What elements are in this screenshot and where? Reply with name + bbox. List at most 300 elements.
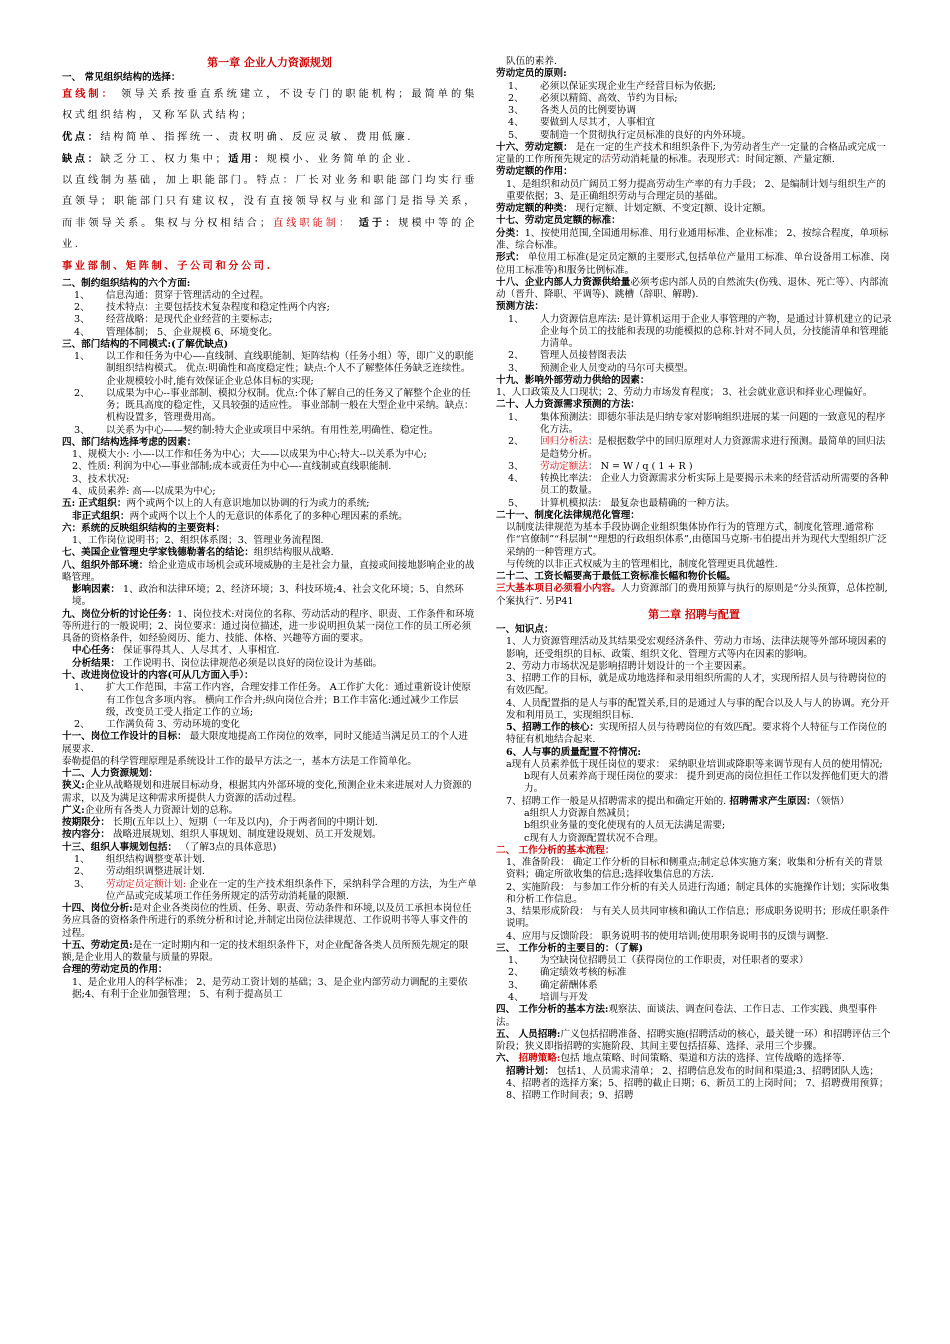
- bold-label: 劳动定额的种类：: [496, 203, 573, 215]
- text-run: 经营战略：是现代企业经营的主要标志;: [106, 314, 273, 326]
- bold-label: 十八、企业内部人力资源供给量: [496, 276, 631, 288]
- list-item: [496, 93, 892, 105]
- highlight-label: 招聘策略:: [518, 1053, 561, 1065]
- paragraph: [62, 609, 477, 646]
- list-text: [540, 105, 892, 117]
- list-number: 3、: [74, 878, 90, 890]
- list-text: [540, 461, 892, 473]
- list-item: [496, 350, 892, 362]
- text-run: 培训与开发: [540, 992, 588, 1003]
- text-run: 劳动定员的原则:: [496, 68, 567, 80]
- list-number: 1、: [508, 955, 524, 967]
- paragraph: [62, 977, 477, 1002]
- text-run: 长期(五年以上）、短期（一年及以内)，介于两者间的中期计划.: [109, 817, 378, 829]
- paragraph: [496, 1004, 892, 1029]
- text-run: b组织业务量的变化使现有的人员无法满足需要;: [524, 820, 726, 832]
- paragraph: [62, 171, 477, 256]
- section-heading: [496, 215, 892, 227]
- bold-label: 6、人与事的质量配置不符情况:: [506, 746, 641, 758]
- list-number: 1、: [74, 682, 90, 694]
- paragraph: [62, 84, 477, 127]
- text-run: 二、制约组织结构的六个方面:: [62, 277, 191, 289]
- bold-label: 狭义:: [62, 780, 85, 792]
- list-number: 3、: [508, 362, 524, 374]
- list-text: [106, 314, 477, 326]
- list-text: [540, 93, 892, 105]
- list-item: [62, 314, 477, 326]
- list-item: [496, 81, 892, 93]
- paragraph: [62, 461, 477, 473]
- list-item: [62, 290, 477, 302]
- list-number: 2、: [508, 436, 524, 448]
- text-run: 1、人口政策及人口现状；2、劳动力市场发育程度； 3、社会就业意识和择业心理偏好。: [496, 387, 873, 399]
- paragraph: [496, 56, 892, 68]
- text-run: 观察法、面谈法、调查问卷法、工作日志、工作实践、典型事件法。: [496, 1004, 878, 1028]
- paragraph: [496, 387, 892, 399]
- text-run: 六：系统的反映组织结构的主要资料：: [62, 522, 226, 534]
- section-heading: [496, 943, 892, 955]
- section-heading: [62, 670, 477, 682]
- text-run: 缺乏分工、权力集中；: [100, 154, 229, 166]
- list-item: [496, 955, 892, 967]
- bold-label: 形式：: [496, 252, 525, 264]
- list-item: [496, 105, 892, 117]
- text-run: 1、是组织和动员广阔员工努力提高劳动生产率的有力手段； 2、是编制计划与组织生产的重要依据；3、是正确组织劳动与合理定员的基础。: [506, 178, 886, 202]
- bold-label: 招聘计划：: [506, 1065, 554, 1077]
- bold-label: 五: 正式组织：: [62, 498, 127, 510]
- list-item: [496, 363, 892, 375]
- list-text: [106, 388, 477, 425]
- text-run: a现有人员素养低于现任岗位的要求： 采纳职业培训或降职等来调节现有人员的使用情况;: [506, 758, 883, 770]
- bold-label: 八、组织外部环境：: [62, 559, 149, 571]
- text-run: 3、结果形成阶段： 与有关人员共同审核和确认工作信息；形成职务说明书；形成任职条件说明。: [506, 906, 890, 930]
- text-run: 二十、人力资源需求预测的方法：: [496, 399, 640, 411]
- highlight-heading: 事业部制、矩阵制、子公司和分公司.: [62, 259, 273, 272]
- text-run: 规模小、业务简单的企业.: [266, 154, 414, 166]
- bold-label: 招聘需求产生原因：: [726, 795, 816, 807]
- list-number: 3、: [74, 314, 90, 326]
- paragraph: [496, 142, 892, 167]
- text-run: 各类人员的比例要协调: [540, 105, 636, 117]
- highlight-text: 回归分析法: [540, 436, 588, 448]
- paragraph: [496, 882, 892, 907]
- paragraph: [62, 817, 477, 829]
- list-number: 1、: [74, 351, 90, 363]
- bold-label: 缺点：: [62, 153, 101, 166]
- text-run: 1、工作岗位说明书；2、组织体系图；3、管理业务流程图.: [72, 535, 324, 547]
- bold-label: 十六、劳动定额：: [496, 141, 573, 153]
- paragraph: [62, 149, 477, 171]
- section-heading: [62, 278, 477, 290]
- text-run: 最大限度地提高工作岗位的效率，同时又能适当满足员工的个人进展要求.: [62, 731, 468, 755]
- paragraph: [62, 547, 477, 559]
- text-run: 2、劳动力市场状况是影响招聘计划设计的一个主要因素。: [506, 660, 752, 672]
- text-run: 一、 常见组织结构的选择：: [62, 72, 181, 84]
- paragraph: [62, 474, 477, 486]
- text-run: 以工作和任务为中心—-直线制、直线职能制、矩阵结构（任务小组）等，即广义的职能制组织结构模式。 优点:明确性和高度稳定性；缺点:个人不了解整体任务缺乏连续性。企业规模较小时,能有效保证企业总体目标的实现;: [106, 351, 474, 387]
- text-run: 以直线制为基础，加上职能部门。特点：厂长对业务和职能部门均实行垂直领导；职能部门只有建议权，没有直接领导权与业和部门是指导关系，而非领导关系。集权与分权相结合；: [62, 174, 477, 229]
- text-run: 合理的劳动定员的作用：: [62, 964, 168, 976]
- text-run: 包括1、人员需求清单； 2、招聘信息发布的时间和渠道;3、招聘团队人选； 4、招聘者的选择方案；5、招聘的截止日期；6、新员工的上岗时间； 7、招聘费用预算； 8、招聘工作时间表；9、招聘: [506, 1065, 889, 1102]
- text-run: 1、人力资源管理活动及其结果受宏观经济条件、劳动力市场、法律法规等外部环境因素的影响，还受组织的目标、政策、组织文化、管理方式等内在因素的影响。: [506, 636, 887, 660]
- paragraph: [62, 829, 477, 841]
- highlight-label: 直线制：: [62, 88, 115, 101]
- list-item: [496, 412, 892, 437]
- text-run: 信息沟通：贯穿于管理活动的全过程。: [106, 289, 270, 301]
- list-item: [496, 117, 892, 129]
- list-text: [540, 992, 892, 1004]
- section-heading: [62, 523, 477, 535]
- text-run: 计算机模拟法： 最复杂也最精确的一种方法。: [540, 497, 735, 509]
- list-item: [496, 992, 892, 1004]
- left-column: [62, 56, 477, 1001]
- highlight-label: 三大基本项目必须看小内容。: [496, 583, 621, 595]
- bold-label: 适用：: [228, 153, 267, 166]
- text-run: 必须以精简、高效、节约为目标;: [540, 92, 678, 104]
- list-number: 4、: [74, 326, 90, 338]
- section-heading: [496, 510, 892, 522]
- paragraph: [496, 906, 892, 931]
- text-run: 1、政治和法律环境；2、经济环境；3、科技环境;4、社会文化环境；5、自然环境。: [72, 584, 464, 608]
- text-run: 现行定额、计划定额、不变定[额、设计定额。: [572, 203, 772, 215]
- paragraph: [62, 903, 477, 940]
- list-text: [106, 290, 477, 302]
- paragraph: [496, 583, 892, 608]
- paragraph: [496, 559, 892, 571]
- highlight-heading: 二、 工作分析的基本流程：: [496, 844, 615, 856]
- paragraph: [62, 658, 477, 670]
- text-run: 4、人员配置指的是人与事的配置关系,目的是通过人与事的配合以及人与人的协调。充分开发和利用员工，实现组织目标.: [506, 697, 890, 721]
- text-run: 工作说明书、岗位法律规范必须是以良好的岗位设计为基础。: [119, 657, 383, 669]
- list-number: 1、: [508, 313, 524, 325]
- list-text: [540, 955, 892, 967]
- text-run: 是对企业各类岗位的性质、任务、职责、劳动条件和环境,以及员工承担本岗位任务应具备的资格条件所进行的系统分析和讨论,并制定出岗位法律规范、工作说明书等人事文件的过程。: [62, 903, 472, 939]
- bold-label: 分类：: [496, 227, 525, 239]
- paragraph: [62, 731, 477, 756]
- text-run: 4、应用与反馈阶段： 职务说明书的使用培训;使用职务说明书的反馈与调整.: [506, 930, 829, 942]
- list-item: [496, 461, 892, 473]
- text-run: 泰勒提倡的科学管理原理是系统设计工作的最早方法之一，基本方法是工作简单化。: [62, 755, 417, 767]
- list-number: 2、: [508, 967, 524, 979]
- paragraph: [62, 511, 477, 523]
- paragraph: [496, 636, 892, 661]
- text-run: 企业所有各类人力资源计划的总称。: [84, 804, 239, 816]
- list-item: [62, 388, 477, 425]
- section-heading: [496, 375, 892, 387]
- text-run: 1、按使用范围,全国通用标准、用行业通用标准、企业标准； 2、按综合程度，单项标准、综合标准。: [496, 227, 889, 251]
- list-number: 5、: [508, 129, 524, 141]
- list-number: 4、: [508, 117, 524, 129]
- text-run: 十二、人力资源规划：: [62, 768, 158, 780]
- text-run: 1、规模大小: 小—-以工作和任务为中心；大——以成果为中心;特大--以关系为中心;: [72, 449, 427, 461]
- text-run: 组织结构调整变革计划.: [106, 853, 205, 865]
- list-number: 2、: [74, 387, 90, 399]
- text-run: 是在一定时期内和一定的技术组织条件下，对企业配备各类人员所预先规定的限额,是企业用人的数量与质量的界限。: [62, 939, 469, 964]
- text-run: 技术特点：主要包括技术复杂程度和稳定性两个内容;: [106, 302, 330, 314]
- text-run: 与传统的以非正式权威为主的管理相比，制度化管理更具优越性.: [506, 558, 778, 570]
- text-run: 管理人员接替图表法: [540, 350, 627, 362]
- bold-label: 十五、劳动定员:: [62, 939, 133, 951]
- list-text: [106, 302, 477, 314]
- text-run: 1、准备阶段： 确定工作分析的目标和侧重点;制定总体实施方案；收集和分析有关的背景资料；确定所欲收集的信息;选择收集信息的方法.: [506, 857, 883, 881]
- paragraph: [62, 486, 477, 498]
- section-heading: [62, 768, 477, 780]
- paragraph: [496, 771, 892, 796]
- text-run: 三、部门结构的不同模式:(了解优缺点): [62, 338, 229, 350]
- text-run: 转换比率法： 企业人力资源需求分析实际上是要揭示未来的经营活动所需要的各种员工的数量。: [540, 473, 889, 497]
- text-run: 以制度法律规范为基本手段协调企业组织集体协作行为的管理方式，制度化管理.通常称作“官僚制”“科层制”“理想的行政组织体系”,由德国马克斯·韦伯提出并为现代大型组织广泛采纳的一种管理方式。: [506, 522, 887, 558]
- list-item: [496, 967, 892, 979]
- bold-label: 五、 人员招聘:: [496, 1028, 561, 1040]
- list-item: [62, 351, 477, 388]
- text-run: 预测企业人员变动的马尔可夫模型。: [540, 362, 694, 374]
- text-run: 确定绩效考核的标准: [540, 967, 627, 979]
- paragraph: [496, 203, 892, 215]
- section-heading: [496, 571, 892, 583]
- list-item: [62, 682, 477, 719]
- text-run: 2、实施阶段： 与参加工作分析的有关人员进行沟通；制定具体的实施操作计划；实际收集和分析工作信息。: [506, 881, 890, 905]
- list-number: 2、: [74, 866, 90, 878]
- list-item: [62, 879, 477, 904]
- text-run: 给企业造成市场机会或环境威胁的主是社会力量，直接或间接地影响企业的战略管理。: [62, 559, 475, 583]
- bold-label: 十三、组织人事规划包括：: [62, 841, 178, 853]
- list-text: [540, 363, 892, 375]
- text-run: 3、招聘工作的目标，就是成功地选择和录用组织所需的人才，实现所招人员与待聘岗位的有效匹配。: [506, 673, 887, 697]
- paragraph: [496, 820, 892, 832]
- list-item: [496, 130, 892, 142]
- text-run: 1、是企业用人的科学标准； 2、是劳动工资计划的基础；3、是企业内部劳动力调配的主要依据;4、有利于企业加强管理； 5、有利于提高员工: [72, 976, 468, 1000]
- list-text: [106, 854, 477, 866]
- paragraph: [496, 759, 892, 771]
- text-run: 一、知识点：: [496, 624, 554, 636]
- section-heading: [496, 68, 892, 80]
- text-run: ： N = W / q ( 1 + R ): [587, 460, 693, 472]
- text-run: 要制造一个贯彻执行定员标准的良好的内外环境。: [540, 129, 752, 141]
- text-run: 二十一、制度化法律规范化管理：: [496, 509, 640, 521]
- text-run: 组织结构服从战略.: [253, 547, 334, 559]
- text-run: 二十二、工资长幅要高于最低工资标准长幅和物价长幅。: [496, 571, 736, 583]
- text-run: 广义包括招聘准备、招聘实施(招聘活动的核心，最关键一环）和招聘评估三个阶段；狭义即指招聘的实施阶段、其间主要包括招募、选择、录用三个步骤。: [496, 1028, 891, 1053]
- bold-label: 分析结果：: [72, 657, 120, 669]
- text-run: 队伍的素养.: [506, 56, 558, 67]
- text-run: 两个或两个以上的人有意识地加以协调的行为或力的系统;: [126, 498, 370, 510]
- text-run: 企业在一定的生产技术组织条件下，采纳科学合理的方法，为生产单位产品或完成某项工作任务所规定的活劳动消耗量的限额.: [106, 878, 477, 902]
- list-text: [540, 498, 892, 510]
- list-text: [540, 980, 892, 992]
- list-number: 3、: [508, 460, 524, 472]
- paragraph: [62, 645, 477, 657]
- text-run: 必须以保证实现企业生产经营目标为依据;: [540, 80, 716, 92]
- list-item: [62, 719, 477, 731]
- list-item: [62, 854, 477, 866]
- text-run: 以成果为中心--事业部制、模拟分权制。优点:个体了解自己的任务又了解整个企业的任务；既具高度的稳定性，又具较强的适应性。 事业部制一般在大型企业中采纳。缺点：机构设置多，管理费用高。: [106, 387, 474, 424]
- list-item: [496, 498, 892, 510]
- list-number: 3、: [508, 979, 524, 991]
- text-run: ：是根据数学中的回归原理对人力资源需求进行预测。最简单的回归法是趋势分析。: [540, 436, 886, 460]
- list-text: [106, 327, 477, 339]
- bold-label: 十一、岗位工作设计的目标：: [62, 731, 187, 743]
- text-run: 3、技术状况:: [72, 473, 130, 485]
- paragraph: [496, 228, 892, 253]
- list-text: [540, 314, 892, 351]
- paragraph: [496, 857, 892, 882]
- text-run: 集体预测法：即德尔菲法是归纳专家对影响组织进展的某一问题的一致意见的程序化方法。: [540, 411, 886, 435]
- text-run: 以关系为中心——契约制:特大企业或项目中采纳。有用性差,明确性、稳定性。: [106, 424, 439, 436]
- section-heading: [62, 964, 477, 976]
- paragraph: [496, 722, 892, 747]
- highlight-text: 劳动定额法: [540, 460, 588, 472]
- text-run: 劳动消耗量的标准。表现形式：时间定额、产量定额.: [611, 154, 835, 166]
- text-run: 确定薪酬体系: [540, 979, 598, 991]
- paragraph: [62, 842, 477, 854]
- paragraph: [62, 940, 477, 965]
- text-run: b现有人员素养高于现任岗位的要求： 提升到更高的岗位担任工作以发挥他们更大的潜力。: [524, 771, 889, 795]
- list-number: 4、: [508, 473, 524, 485]
- list-number: 2、: [74, 302, 90, 314]
- list-text: [540, 81, 892, 93]
- bold-label: 非正式组织：: [72, 510, 130, 522]
- paragraph: [62, 756, 477, 768]
- paragraph: [496, 673, 892, 698]
- bold-label: 七、美国企业管理史学家钱德勒著名的结论：: [62, 547, 254, 559]
- paragraph: [496, 1053, 892, 1065]
- list-item: [496, 314, 892, 351]
- text-run: 两个或两个以上个人的无意识的体系化了的多种心理因素的系统。: [129, 510, 408, 522]
- text-run: 劳动组织调整进展计划.: [106, 866, 205, 878]
- text-run: 四、部门结构选择考虑的因素：: [62, 436, 197, 448]
- list-text: [540, 967, 892, 979]
- bold-label: 四、 工作分析的基本方法:: [496, 1004, 609, 1016]
- paragraph: [496, 522, 892, 559]
- list-text: [540, 350, 892, 362]
- text-run: 规模中等的企业.: [62, 217, 477, 250]
- section-heading: [496, 399, 892, 411]
- text-run: a组织人力资源自然减员；: [524, 808, 636, 820]
- text-run: 人力资源信息库法: 是计算机运用于企业人事管理的产物，是通过计算机建立的记录企业每个员工的技能和表现的功能模拟的总称.针对不同人员，分技能清单和管理能力清单。: [540, 313, 892, 350]
- text-run: 4、成员素养: 高—-以成果为中心;: [72, 486, 216, 498]
- section-heading: [496, 166, 892, 178]
- list-item: [496, 436, 892, 461]
- bold-label: 适于：: [352, 216, 399, 229]
- text-run: 是在一定的生产技术和组织条件下,为劳动者生产一定量的合格品或完成一定量的工作所预先规定的: [496, 141, 886, 166]
- chapter1-title: 第一章 企业人力资源规划: [207, 56, 332, 69]
- list-text: [540, 117, 892, 129]
- section-heading: [496, 845, 892, 857]
- list-text: [540, 436, 892, 461]
- text-run: （领悟）: [815, 795, 850, 807]
- list-number: 3、: [508, 105, 524, 117]
- list-text: [540, 130, 892, 142]
- paragraph: [496, 747, 892, 759]
- text-run: 管理体制； 5、企业规模 6、环境变化。: [106, 326, 278, 338]
- list-text: [106, 866, 477, 878]
- paragraph: [496, 179, 892, 204]
- list-text: [106, 351, 477, 388]
- list-item: [496, 980, 892, 992]
- paragraph: [62, 584, 477, 609]
- paragraph: [62, 535, 477, 547]
- paragraph: [62, 127, 477, 149]
- text-run: （了解3点的具体意思): [177, 841, 277, 853]
- list-number: 1、: [74, 289, 90, 301]
- bold-label: 按内容分：: [62, 829, 110, 841]
- list-item: [62, 866, 477, 878]
- list-text: [540, 412, 892, 437]
- list-text: [106, 682, 477, 719]
- text-run: 十、改进岗位设计的内容(可从几方面入手）：: [62, 670, 254, 681]
- text-run: c现有人力资源配置状况不合理。: [524, 832, 664, 844]
- list-item: [496, 473, 892, 498]
- list-item: [62, 302, 477, 314]
- list-number: 1、: [508, 80, 524, 92]
- paragraph: [496, 1066, 892, 1103]
- list-item: [62, 425, 477, 437]
- paragraph: [496, 252, 892, 277]
- text-run: 要做到人尽其才，人事相宜: [540, 117, 656, 129]
- right-column: [496, 56, 892, 1102]
- text-run: 实现所招人员与待聘岗位的有效匹配。要求将个人特征与工作岗位的特征有机地结合起来.: [506, 722, 887, 746]
- text-run: 结构简单、指挥统一、责权明确、反应灵敏、费用低廉.: [100, 132, 414, 144]
- paragraph: [62, 256, 477, 278]
- list-text: [540, 473, 892, 498]
- text-run: 劳动定额的作用：: [496, 166, 573, 178]
- text-run: 扩大工作范围，丰富工作内容，合理安排工作任务。 A工作扩大化：通过重新设计使原有工作包含多项内容。 横向工作合并;纵向岗位合并；B工作丰富化:通过减少工作层级，改变员工受人指定工作的立场;: [106, 682, 471, 718]
- text-run: 7、招聘工作一般是从招聘需求的提出和确定开始的.: [506, 795, 727, 807]
- chapter2-title: 第二章 招聘与配置: [648, 607, 740, 621]
- section-heading: [62, 339, 477, 351]
- text-run: 工作满负荷 3、劳动环境的变化: [106, 719, 240, 731]
- paragraph: [62, 560, 477, 585]
- paragraph: [496, 661, 892, 673]
- paragraph: [496, 698, 892, 723]
- text-run: 必须考虑内部人员的自然流失(伤残、退休、死亡等）、内部流动（晋升、降职、平调等)、跳槽（辞职、解聘).: [496, 276, 889, 301]
- paragraph: [62, 498, 477, 510]
- section-heading: [62, 437, 477, 449]
- list-number: 2、: [74, 719, 90, 731]
- text-run: 领导关系按垂直系统建立，不设专门的职能机构；最简单的集权式组织结构，又称军队式结构；: [62, 89, 477, 122]
- highlight-text: 直线职能制：: [272, 217, 353, 229]
- list-number: 1、: [508, 411, 524, 423]
- text-run: 包括 地点策略、时间策略、渠道和方法的选择、宣传战略的选择等.: [560, 1053, 845, 1065]
- list-text: [106, 425, 477, 437]
- highlight-text: 活: [601, 154, 612, 166]
- bold-label: 5、招聘工作的核心：: [506, 722, 600, 734]
- bold-label: 优点：: [62, 131, 101, 144]
- paragraph: [62, 780, 477, 805]
- highlight-text: 劳动定员定额计划:: [106, 878, 186, 890]
- paragraph: [496, 833, 892, 845]
- section-heading: [496, 301, 892, 313]
- paragraph: [496, 277, 892, 302]
- bold-label: 广义:: [62, 804, 85, 816]
- list-number: 2、: [508, 92, 524, 104]
- list-number: 4、: [508, 992, 524, 1003]
- bold-label: 六、: [496, 1053, 519, 1065]
- text-run: 保证事得其人、人尽其才、人事相宜.: [119, 645, 280, 657]
- paragraph: [62, 805, 477, 817]
- list-number: 5、: [508, 497, 524, 509]
- text-run: 单位用工标准(是定员定额的主要形式,包括单位产量用工标准、单台设备用工标准、岗位用工标准等)和服务比例标准。: [496, 252, 890, 276]
- bold-label: 九、岗位分析的讨论任务：: [62, 608, 178, 620]
- list-number: 3、: [74, 424, 90, 436]
- paragraph: [496, 931, 892, 943]
- paragraph: [496, 796, 892, 808]
- paragraph: [496, 808, 892, 820]
- text-run: 企业从战略规划和进展目标动身，根据其内外部环境的变化,预测企业未来进展对人力资源的需求，以及为满足这种需求所提供人力资源的活动过程。: [62, 780, 472, 804]
- text-run: 1、岗位技术:对岗位的名称、劳动活动的程序、职责、工作条件和环境等所进行的一般说明；2、岗位要求：通过岗位描述，进一步说明担负某一岗位工作的员工所必须具备的资格条件，如经验阅历、能力、技能、体格、兴趣等方面的要求。: [62, 608, 475, 645]
- text-run: 2、性质: 利润为中心—事业部制;成本或责任为中心—-直线制或直线职能制.: [72, 461, 392, 473]
- section-heading: [62, 72, 477, 84]
